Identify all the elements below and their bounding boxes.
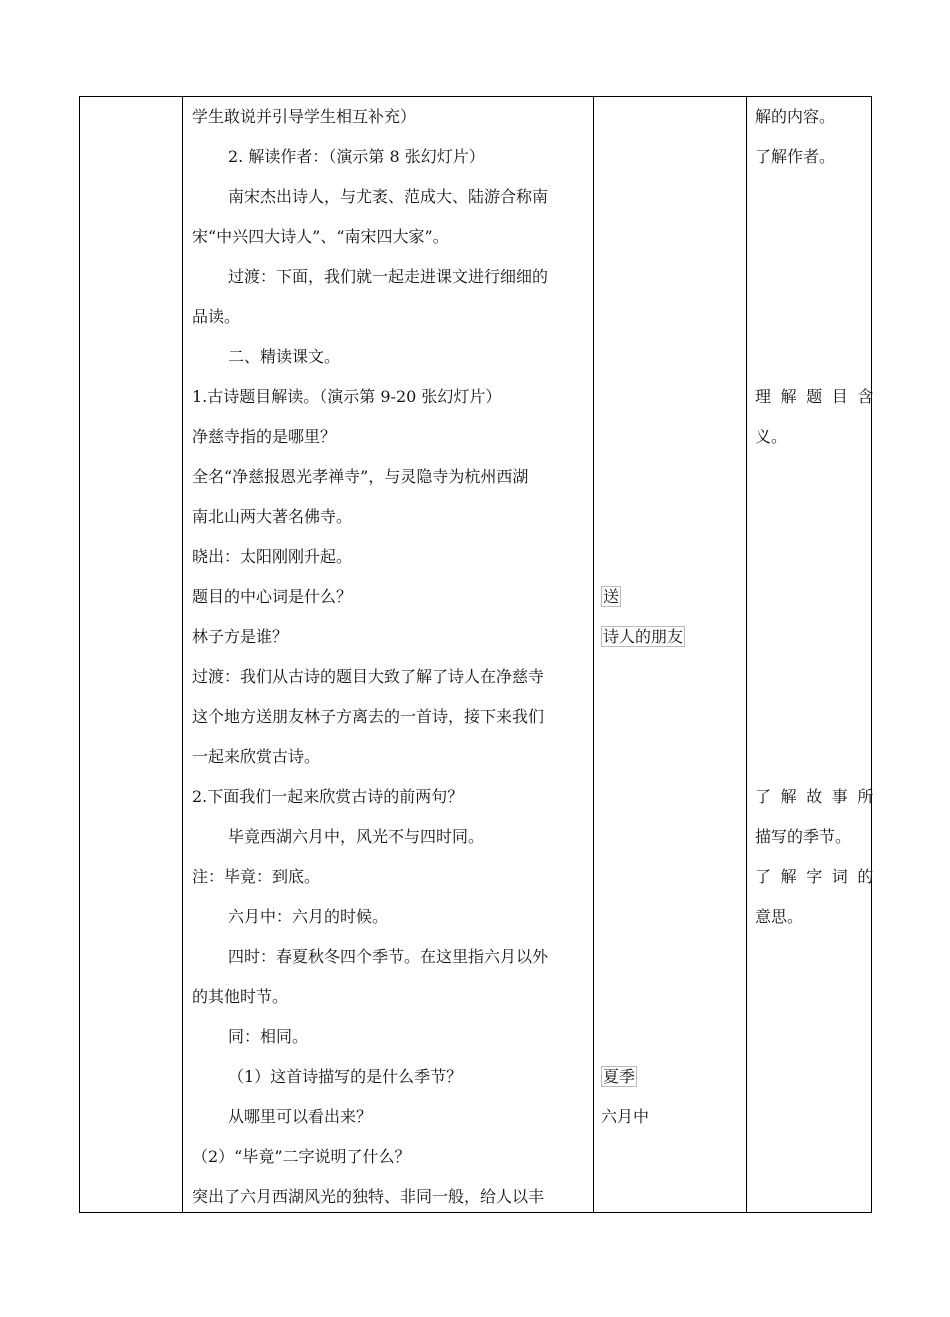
process-text-line: 过渡：下面，我们就一起走进课文进行细细的 [228,267,549,286]
design-intent-text: 理解题目含 [755,387,884,406]
process-text-line: 宋“中兴四大诗人”、“南宋四大家”。 [192,227,449,246]
process-text-line: 南宋杰出诗人，与尤袤、范成大、陆游合称南 [228,187,549,206]
stage-column [80,97,182,1212]
design-intent-text: 意思。 [755,907,804,926]
student-answer: 夏季 [603,1067,636,1086]
process-text-line: （1）这首诗描写的是什么季节？ [228,1067,463,1086]
process-text-line: 注：毕竟：到底。 [192,867,321,886]
design-intent-text: 了解故事所 [755,787,884,806]
process-text-line: 品读。 [192,307,241,326]
process-text-line: 1.古诗题目解读。（演示第 9-20 张幻灯片） [192,387,502,406]
process-text-line: 学生敢说并引导学生相互补充） [192,107,417,126]
process-text-line: 全名“净慈报恩光孝禅寺”，与灵隐寺为杭州西湖 [192,467,529,486]
process-text-line: 从哪里可以看出来？ [228,1107,373,1126]
design-intent-column [755,97,884,1212]
process-text-line: 一起来欣赏古诗。 [192,747,321,766]
process-text-line: 晓出：太阳刚刚升起。 [192,547,353,566]
design-intent-text: 义。 [755,427,788,446]
process-text-line: 2. 解读作者：（演示第 8 张幻灯片） [228,147,485,166]
process-text-line: 过渡：我们从古诗的题目大致了解了诗人在净慈寺 [192,667,545,686]
process-text-line: 这个地方送朋友林子方离去的一首诗，接下来我们 [192,707,545,726]
process-text-line: 林子方是谁？ [192,627,289,646]
design-intent-text: 了解字词的 [755,867,884,886]
design-intent-text: 描写的季节。 [755,827,852,846]
student-answer: 送 [603,587,620,606]
lesson-plan-table [79,96,884,1213]
process-text-line: 的其他时节。 [192,987,289,1006]
process-text-line: 南北山两大著名佛寺。 [192,507,353,526]
process-text-line: （2）“毕竟”二字说明了什么？ [192,1147,411,1166]
process-text-line: 2.下面我们一起来欣赏古诗的前两句？ [192,787,464,806]
process-text-line: 六月中：六月的时候。 [228,907,389,926]
design-intent-text: 解的内容。 [755,107,836,126]
column-divider [746,97,747,1212]
student-activity-column [601,97,741,1212]
process-text-line: 突出了六月西湖风光的独特、非同一般，给人以丰 [192,1187,545,1206]
column-divider [593,97,594,1212]
process-text-line: 二、精读课文。 [228,347,341,366]
process-text-line: 题目的中心词是什么？ [192,587,353,606]
design-intent-text: 了解作者。 [755,147,836,166]
teaching-process-column [192,97,587,1212]
student-answer: 六月中 [601,1107,650,1126]
process-text-line: 同：相同。 [228,1027,309,1046]
process-text-line: 净慈寺指的是哪里？ [192,427,337,446]
process-text-line: 四时：春夏秋冬四个季节。在这里指六月以外 [228,947,549,966]
student-answer: 诗人的朋友 [603,627,684,646]
column-divider [182,97,183,1212]
process-text-line: 毕竟西湖六月中，风光不与四时同。 [228,827,485,846]
